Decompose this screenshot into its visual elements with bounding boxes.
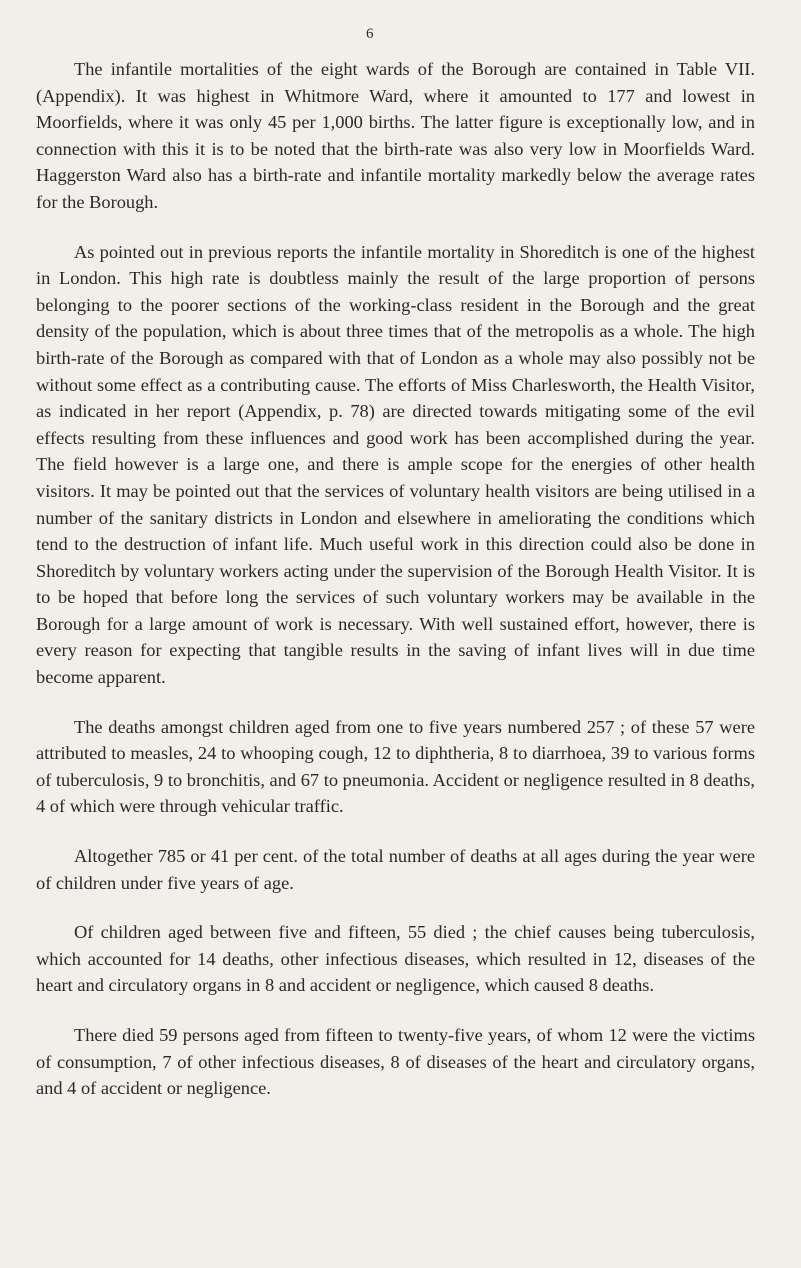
paragraph-under-five-total: Altogether 785 or 41 per cent. of the total number of deaths at all ages during the year were of children under five years of age. xyxy=(36,846,755,893)
paragraph-deaths-one-to-five: The deaths amongst children aged from one to five years numbered 257 ; of these 57 were attributed to measles, 24 to whooping cough, 12 to diphtheria, 8 to diarrhoea, 39 to various forms of tuberculosis, 9 to bronchitis, and 67 to pneumonia. Accident or negligence resulted in 8 deaths, 4 of which were through vehicular traffic. xyxy=(36,716,755,817)
page-number: 6 xyxy=(366,26,374,42)
paragraph-fifteen-to-twenty-five: There died 59 persons aged from fifteen to twenty-five years, of whom 12 were the victims of consumption, 7 of other infectious diseases, 8 of diseases of the heart and circulatory organs, and 4 of accident or negligence. xyxy=(36,1025,755,1099)
paragraph-ward-infant-mortality: The infantile mortalities of the eight wards of the Borough are contained in Table VII. (Appendix). It was highest in Whitmore Ward, where it amounted to 177 and lowest in Moorfields, where it was only 45 per 1,000 births. The latter figure is exceptionally low, and in connection with this it is to be noted that the birth-rate was also very low in Moorfields Ward. Haggerston Ward also has a birth-rate and infantile mortality markedly below the average rates for the Borough. xyxy=(36,59,755,212)
paragraph-five-to-fifteen: Of children aged between five and fifteen, 55 died ; the chief causes being tuberculosis, which accounted for 14 deaths, other infectious diseases, which resulted in 12, diseases of the heart and circulatory organs in 8 and accident or negligence, which caused 8 deaths. xyxy=(36,922,755,996)
paragraph-shoreditch-infant-mortality: As pointed out in previous reports the infantile mortality in Shoreditch is one of the highest in London. This high rate is doubtless mainly the result of the large proportion of persons belonging to the poorer sections of the working-class resident in the Borough and the great density of the population, which is about three times that of the metropolis as a whole. The high birth-rate of the Borough as compared with that of London as a whole may also possibly not be without some effect as a contributing cause. The efforts of Miss Charlesworth, the Health Visitor, as indicated in her report (Appendix, p. 78) are directed towards mitigating some of the evil effects resulting from these influences and good work has been accomplished during the year. The field however is a large one, and there is ample scope for the energies of other health visitors. It may be pointed out that the services of voluntary health visitors are being utilised in a number of the sanitary districts in London and elsewhere in ameliorating the conditions which tend to the destruction of infant life. Much useful work in this direction could also be done in Shoreditch by voluntary workers acting under the supervision of the Borough Health Visitor. It is to be hoped that before long the services of such voluntary workers may be available in the Borough for a large amount of work is necessary. With well sustained effort, however, there is every reason for expecting that tangible results in the saving of infant lives will in due time become apparent. xyxy=(36,241,755,688)
body-text xyxy=(36,56,755,1102)
